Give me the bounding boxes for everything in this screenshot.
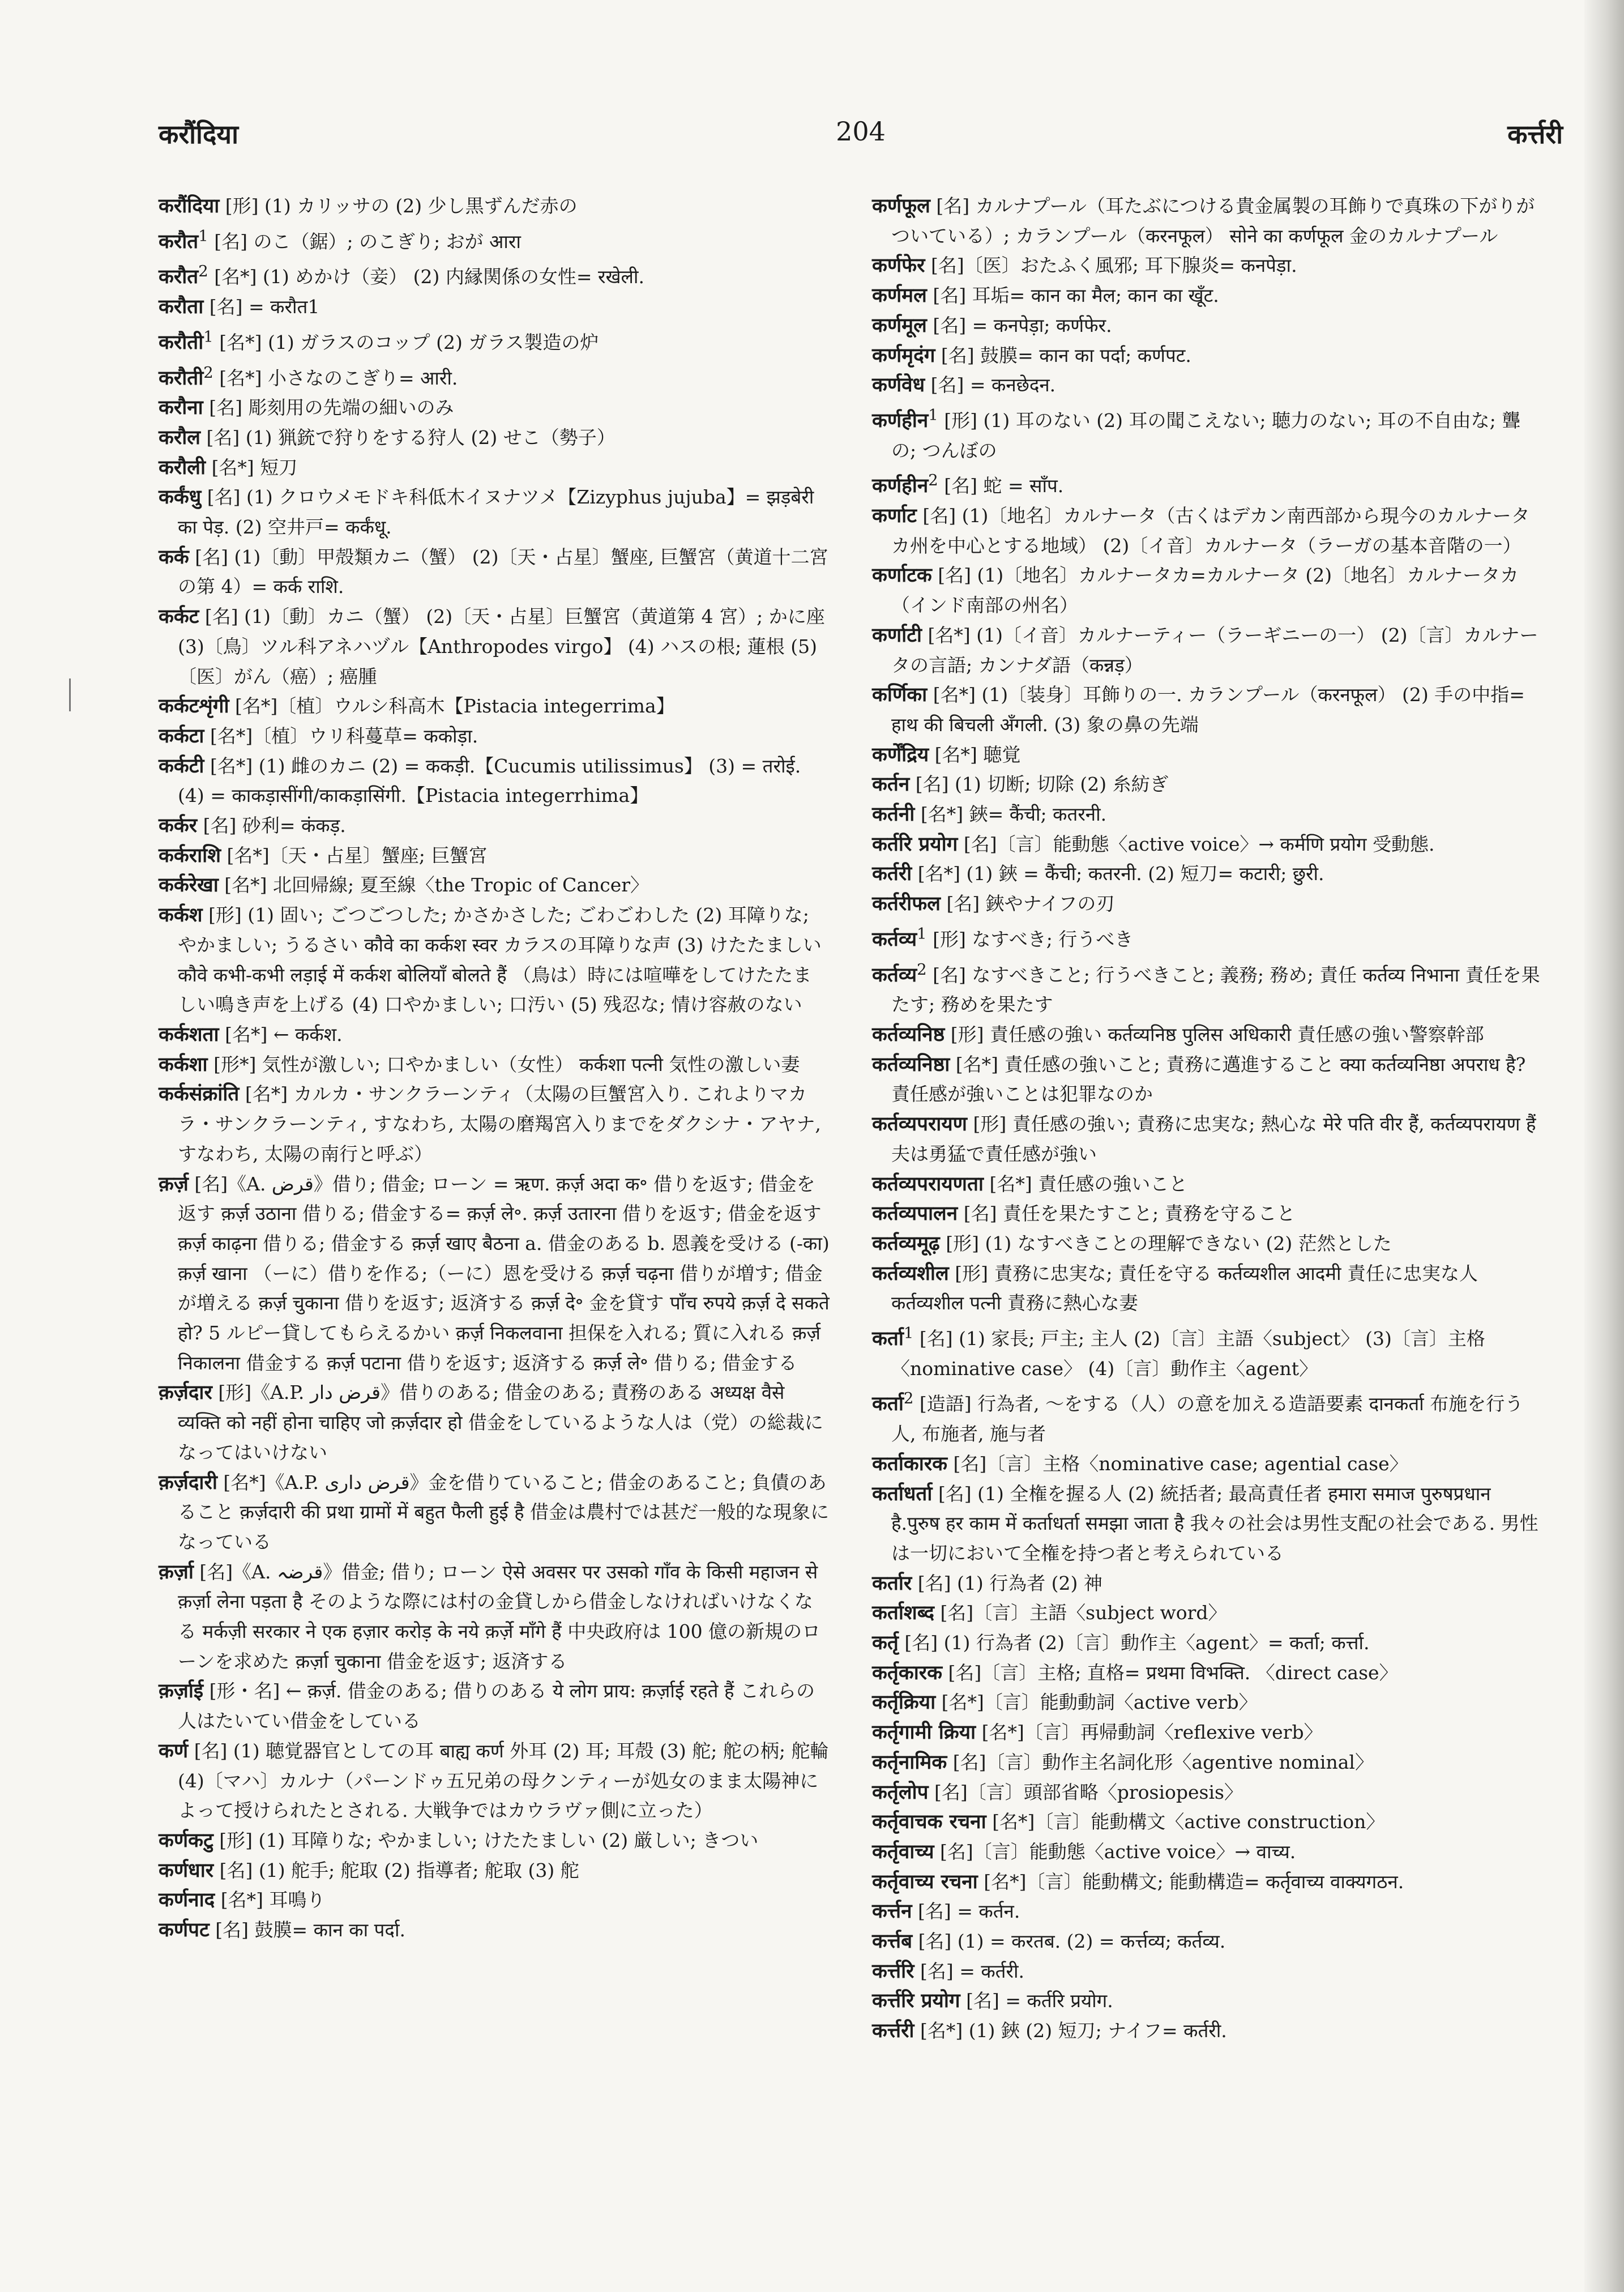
dictionary-entry [159, 393, 830, 423]
dictionary-entry [872, 889, 1544, 919]
dictionary-entry [872, 281, 1544, 311]
dictionary-entry [872, 370, 1544, 400]
dictionary-entry [872, 1229, 1544, 1259]
dictionary-entry [159, 453, 830, 483]
entry-definition: [名*] (1)〔イ音〕カルナーティー（ラーギニーの一） (2)〔言〕カルナータの言語; カンナダ語（कन्नड़） [891, 624, 1538, 676]
dictionary-entry [872, 1957, 1544, 1987]
entry-headword: कर्तृ [872, 1631, 899, 1655]
entry-headword: कर्त्तरी [872, 2019, 914, 2043]
entry-definition: [名*] 短刀 [211, 456, 298, 479]
entry-definition: [名*] (1) 雌のカニ (2) = ककड़ी.【Cucumis utilissimus】 (3) = तरोई. (4) = काकड़ासींगी/काकड़ासिंगी.【Pistacia integerrhima】 [178, 754, 801, 807]
entry-headword: कर्कराशि [159, 843, 221, 867]
homograph-number: 2 [198, 262, 208, 281]
entry-definition: [名*] 北回帰線; 夏至線〈the Tropic of Cancer〉 [224, 874, 649, 897]
entry-headword: कर्तव्यशील [872, 1261, 949, 1285]
entry-definition: [造語] 行為者, ～をする（人）の意を加える造語要素 दानकर्ता 布施を行う人, 布施者, 施与者 [891, 1393, 1524, 1445]
dictionary-entry [159, 483, 830, 542]
entry-headword: कर्णफेर [872, 254, 925, 278]
entry-definition: [名*] 耳鳴り [220, 1889, 326, 1911]
dictionary-entry [872, 680, 1544, 740]
entry-headword: कर्ताकारक [872, 1452, 948, 1475]
entry-definition: [名] 鼓膜= कान का पर्दा; कर्णपट. [941, 344, 1191, 366]
entry-headword: कर्णकटु [159, 1828, 213, 1852]
left-column [159, 191, 830, 1945]
homograph-number: 1 [917, 924, 927, 943]
dictionary-entry [872, 1479, 1544, 1569]
entry-headword: कर्णिका [872, 683, 928, 707]
dictionary-entry [159, 1020, 830, 1050]
dictionary-entry [872, 1259, 1544, 1318]
dictionary-entry [872, 1170, 1544, 1200]
entry-definition: [名] (1) 行為者 (2) 神 [917, 1572, 1102, 1594]
entry-definition: [名]〔言〕動作主名詞化形〈agentive nominal〉 [952, 1751, 1374, 1773]
dictionary-entry [159, 257, 830, 292]
entry-definition: [名] (1) = करतब. (2) = कर्त्तव्य; कर्तव्य. [918, 1930, 1226, 1953]
homograph-number: 2 [903, 1389, 914, 1408]
dictionary-entry [159, 900, 830, 1020]
homograph-number: 2 [203, 363, 213, 382]
entry-definition: [形] 責任感の強い कर्तव्यनिष्ठ पुलिस अधिकारी 責任感の強い警察幹部 [950, 1023, 1484, 1045]
dictionary-entry [159, 1079, 830, 1169]
dictionary-entry [872, 1199, 1544, 1229]
entry-definition: [名] なすべきこと; 行うべきこと; 義務; 務め; 責任 कर्तव्य निभाना 責任を果たす; 務めを果たす [891, 963, 1540, 1016]
entry-definition: [名]〔言〕主格〈nominative case; agential case〉 [953, 1452, 1408, 1475]
dictionary-entry [872, 2016, 1544, 2046]
entry-definition: [名]〔言〕能動態〈active voice〉→ वाच्य. [940, 1840, 1296, 1863]
entry-headword: कर्तरी [872, 862, 912, 886]
entry-definition: [名] 鼓膜= कान का पर्दा. [215, 1919, 405, 1941]
dictionary-entry [872, 955, 1544, 1020]
homograph-number: 1 [198, 227, 208, 245]
dictionary-entry [159, 1170, 830, 1378]
entry-definition: [名*] 聴覚 [934, 743, 1021, 766]
entry-definition: [名] (1) 全権を握る人 (2) 統括者; 最高責任者 हमारा समाज पुरुषप्रधान है.पुरुष हर काम में कर्ताधर्ता समझा जाता है 我々の社会は男性支配の社会である. 男性は一切において全権を持つ者と考えられている [891, 1482, 1538, 1564]
entry-definition: [名*] 鋏= कैंची; कतरनी. [920, 803, 1107, 826]
entry-definition: [名] のこ（鋸）; のこぎり; おが आरा [214, 230, 521, 253]
homograph-number: 2 [928, 471, 938, 490]
entry-definition: [名*]〔言〕再帰動詞〈reflexive verb〉 [981, 1721, 1323, 1744]
entry-definition: [名]〔言〕主格; 直格= प्रथमा विभक्ति. 〈direct case〉 [948, 1661, 1398, 1684]
entry-definition: [名] (1) 行為者 (2)〔言〕動作主〈agent〉= कर्ता; कर्त्ता. [904, 1632, 1370, 1654]
entry-headword: करौती [159, 366, 204, 390]
entry-headword: कर्तन [872, 772, 910, 796]
entry-headword: कर्णमूल [872, 313, 927, 337]
dictionary-entry [159, 841, 830, 871]
entry-definition: [名*]〔植〕ウルシ科高木【Pistacia integerrima】 [235, 695, 675, 718]
entry-definition: [形]《A.P. قرض دار》借りのある; 借金のある; 責務のある अध्यक्ष वैसे व्यक्ति को नहीं होना चाहिए जो क़र्ज़दार हो 借金をしているような人は（党）の総裁になってはいけない [178, 1381, 823, 1463]
homograph-number: 2 [917, 960, 927, 979]
entry-definition: [名] (1)〔動〕甲殻類カニ（蟹） (2)〔天・占星〕蟹座, 巨蟹宮（黄道十二宮の第 4）= कर्क राशि. [178, 545, 828, 598]
right-guide-word: कर्त्तरी [1507, 119, 1563, 150]
entry-definition: [名] = कर्तन. [918, 1900, 1020, 1923]
entry-definition: [名] = कनछेदन. [930, 374, 1056, 396]
entry-headword: करौंदिया [159, 194, 220, 217]
right-column [872, 191, 1544, 2046]
entry-headword: कर्णाटी [872, 623, 922, 647]
entry-headword: कर्कशता [159, 1022, 219, 1046]
entry-headword: कर्तनी [872, 803, 915, 826]
entry-headword: कर्तृनामिक [872, 1750, 947, 1774]
dictionary-entry [872, 1628, 1544, 1658]
entry-definition: [名] 彫刻用の先端の細いのみ [209, 396, 454, 419]
book-gutter-shadow [1584, 0, 1624, 2292]
dictionary-entry [159, 722, 830, 752]
dictionary-entry [159, 752, 830, 811]
entry-headword: करौली [159, 455, 206, 479]
entry-headword: क़र्ज़दारी [159, 1470, 217, 1494]
entry-definition: [名] 責任を果たすこと; 責務を守ること [963, 1202, 1296, 1225]
entry-headword: कर्तव्यपालन [872, 1202, 958, 1226]
entry-headword: कर्तरि प्रयोग [872, 832, 958, 856]
dictionary-entry [872, 466, 1544, 501]
entry-headword: क़र्ज़दार [159, 1381, 212, 1405]
dictionary-entry [872, 1897, 1544, 1927]
entry-headword: कर्तव्य [872, 963, 917, 987]
entry-definition: [名]《A. قرضہ》借金; 借り; ローン ऐसे अवसर पर उसको गाँव के किसी महाजन से क़र्ज़ा लेना पड़ता है そのような際には村の金貸しから借金しなければいけなくなる मर्कज़ी सरकार ने एक हज़ार करोड़ के नये क़र्ज़े माँगे हैं 中央政府は 100 億の新規のローンを求めた क़र्ज़ा चुकाना 借金を返す; 返済する [178, 1560, 821, 1672]
entry-headword: कर्तृवाच्य [872, 1839, 934, 1863]
dictionary-entry [872, 1598, 1544, 1628]
entry-definition: [名] (1) クロウメモドキ科低木イヌナツメ【Zizyphus jujuba】= झड़बेरी का पेड़. (2) 空井戸= कर्कंधू. [178, 486, 814, 539]
dictionary-entry [159, 1378, 830, 1467]
entry-headword: कर्त्तरि प्रयोग [872, 1989, 960, 2013]
dictionary-entry [159, 811, 830, 841]
entry-headword: कर्तृक्रिया [872, 1691, 936, 1714]
entry-definition: [名] (1)〔地名〕カルナータカ=カルナータ (2)〔地名〕カルナータカ（インド南部の州名） [891, 564, 1519, 617]
dictionary-entry [872, 400, 1544, 466]
entry-definition: [名*] (1) 鋏 (2) 短刀; ナイフ= कर्तरी. [920, 2020, 1227, 2042]
entry-headword: करौना [159, 396, 203, 420]
dictionary-entry [872, 1837, 1544, 1867]
entry-headword: कर्तव्यनिष्ठ [872, 1022, 945, 1046]
entry-definition: [名] (1)〔地名〕カルナータ（古くはデカン南西部から現今のカルナータカ州を中心とする地域） (2)〔イ音〕カルナータ（ラーガの基本音階の一） [891, 505, 1530, 557]
dictionary-entry [159, 870, 830, 900]
entry-headword: कर्कसंक्रांति [159, 1082, 240, 1106]
dictionary-entry [159, 1856, 830, 1886]
entry-definition: [形] (1) 耳障りな; やかましい; けたたましい (2) 厳しい; きつい [219, 1829, 759, 1851]
homograph-number: 1 [928, 406, 938, 424]
entry-headword: कर्ता [872, 1392, 904, 1416]
entry-definition: [名]〔言〕頭部省略〈prosiopesis〉 [934, 1781, 1243, 1803]
entry-definition: [形] (1) なすべきことの理解できない (2) 茫然とした [946, 1232, 1392, 1254]
entry-headword: कर्करेखा [159, 873, 219, 897]
dictionary-entry [872, 1318, 1544, 1384]
dictionary-entry [159, 692, 830, 722]
entry-headword: कर्तृगामी क्रिया [872, 1721, 976, 1744]
dictionary-entry [872, 859, 1544, 889]
dictionary-entry [159, 358, 830, 394]
homograph-number: 1 [203, 327, 213, 346]
entry-definition: [名*] (1)〔装身〕耳飾りの一. カランプール（करनफूल） (2) 手の中指= हाथ की बिचली अँगली. (3) 象の鼻の先端 [891, 684, 1525, 736]
entry-headword: कर्ताधर्ता [872, 1482, 933, 1505]
entry-headword: कर्क [159, 545, 189, 569]
entry-definition: [名] (1) 舵手; 舵取 (2) 指導者; 舵取 (3) 舵 [219, 1859, 579, 1881]
entry-definition: [名*] 責任感の強いこと; 責務に邁進すること क्या कर्तव्यनिष्ठा अपराध है? 責任感が強いことは犯罪なのか [891, 1053, 1526, 1106]
dictionary-entry [872, 501, 1544, 561]
entry-headword: कर्णमृदंग [872, 343, 935, 367]
entry-headword: कर्तृवाच्य रचना [872, 1870, 978, 1893]
dictionary-entry [872, 1986, 1544, 2016]
running-head [159, 116, 1563, 161]
dictionary-entry [159, 602, 830, 692]
entry-definition: [名] = कर्तरी. [920, 1960, 1025, 1982]
dictionary-entry [159, 191, 830, 221]
entry-headword: कर्तार [872, 1571, 912, 1595]
entry-headword: क़र्ज़ा [159, 1560, 194, 1584]
entry-definition: [形] 責任感の強い; 責務に忠実な; 熱心な मेरे पति वीर हैं, कर्तव्यपरायण हैं 夫は勇猛で責任感が強い [891, 1113, 1536, 1165]
entry-headword: कर्कटा [159, 724, 204, 748]
dictionary-entry [159, 1676, 830, 1736]
entry-headword: कर्तरीफल [872, 892, 941, 916]
dictionary-entry [872, 1658, 1544, 1688]
entry-headword: कर्त्तन [872, 1900, 912, 1923]
margin-mark [69, 678, 71, 711]
entry-definition: [名] 鋏やナイフの刃 [946, 893, 1115, 915]
entry-headword: कर्तव्यमूढ़ [872, 1231, 940, 1255]
dictionary-entry [872, 621, 1544, 680]
entry-headword: करौती [159, 330, 204, 354]
entry-headword: क़र्ज़ाई [159, 1679, 204, 1703]
entry-headword: कर्णवेध [872, 373, 925, 397]
dictionary-entry [872, 251, 1544, 281]
entry-headword: कर्तृवाचक रचना [872, 1810, 986, 1834]
entry-headword: कर्णपट [159, 1918, 210, 1942]
entry-headword: कर्ण [159, 1739, 189, 1762]
entry-headword: कर्कटी [159, 754, 204, 778]
dictionary-entry [872, 770, 1544, 800]
dictionary-entry [159, 292, 830, 322]
dictionary-entry [872, 1050, 1544, 1109]
entry-headword: कर्तव्यनिष्ठा [872, 1052, 950, 1076]
entry-headword: कर्णहीन [872, 474, 929, 498]
entry-headword: करौत [159, 265, 199, 289]
entry-headword: क़र्ज़ [159, 1172, 189, 1196]
entry-headword: कर्कश [159, 903, 203, 927]
entry-headword: कर्णेंद्रिय [872, 742, 929, 766]
dictionary-entry [872, 740, 1544, 770]
dictionary-entry [159, 221, 830, 257]
entry-definition: [名] 砂利= कंकड़. [203, 814, 346, 837]
entry-definition: [名] 蛇 = साँप. [944, 475, 1064, 497]
entry-definition: [名*]〔言〕能動構文〈active construction〉 [992, 1811, 1385, 1833]
entry-definition: [名*] ← कर्कश. [225, 1023, 343, 1045]
entry-headword: करौत [159, 229, 199, 253]
dictionary-entry [872, 1449, 1544, 1479]
entry-headword: कर्णफूल [872, 194, 930, 217]
entry-definition: [形] (1) カリッサの (2) 少し黒ずんだ赤の [225, 195, 578, 217]
dictionary-entry [872, 341, 1544, 371]
entry-definition: [形・名] ← क़र्ज़. 借金のある; 借りのある ये लोग प्राय: क़र्ज़ाई रहते हैं これらの人はたいてい借金をしている [178, 1680, 815, 1732]
entry-definition: [名] 耳垢= कान का मैल; कान का खूँट. [933, 284, 1219, 307]
entry-definition: [形] (1) 固い; ごつごつした; かさかさした; ごわごわした (2) 耳障りな; やかましい; うるさい कौवे का कर्कश स्वर カラスの耳障りな声 (3) けたたましい कौवे कभी-कभी लड़ाई में कर्कश बोलियाँ बोलते हैं （鳥は）時には喧嘩をしてけたたましい鳴き声を上げる (4) 口やかましい; 口汚い (5) 残忍な; 情け容赦のない [178, 904, 822, 1016]
dictionary-entry [872, 919, 1544, 955]
entry-headword: करौता [159, 295, 204, 319]
entry-definition: [名*] (1) 鋏 = कैंची; कतरनी. (2) 短刀= कटारी; छुरी. [917, 863, 1324, 885]
dictionary-entry [159, 423, 830, 453]
entry-definition: [名*] 責任感の強いこと [989, 1172, 1188, 1195]
entry-headword: कर्ता [872, 1327, 904, 1351]
entry-definition: [名] = कनपेड़ा; कर्णफेर. [933, 314, 1112, 336]
entry-definition: [名*] カルカ・サンクラーンティ（太陽の巨蟹宮入り. これよりマカラ・サンクラーンティ, すなわち, 太陽の磨羯宮入りまでをダクシナ・アヤナ, すなわち, 太陽の南行と呼ぶ） [178, 1083, 821, 1165]
dictionary-entry [872, 800, 1544, 830]
dictionary-entry [159, 1557, 830, 1677]
entry-definition: [名*] (1) ガラスのコップ (2) ガラス製造の炉 [219, 331, 599, 353]
entry-definition: [名] (1) 切断; 切除 (2) 糸紡ぎ [915, 773, 1169, 796]
entry-headword: कर्कटशृंगी [159, 694, 229, 718]
entry-definition: [名]〔言〕主語〈subject word〉 [940, 1602, 1227, 1624]
entry-headword: कर्णधार [159, 1858, 214, 1882]
entry-definition: [名*]〔言〕能動構文; 能動構造= कर्तृवाच्य वाक्यगठन. [984, 1870, 1404, 1893]
entry-definition: [名]《A. قرض》借り; 借金; ローン = ऋण. क़र्ज़ अदा क॰ 借りを返す; 借金を返す क़र्ज़ उठाना 借りる; 借金する= क़र्ज़ ले॰. क़र्ज़ उतारना 借りを返す; 借金を返す क़र्ज़ काढ़ना 借りる; 借金する क़र्ज़ खाए बैठना a. 借金のある b. 恩義を受ける (-का) क़र्ज़ खाना （ーに）借りを作る;（ーに）恩を受ける क़र्ज़ चढ़ना 借りが増す; 借金が増える क़र्ज़ चुकाना 借りを返す; 返済する क़र्ज़ दे॰ 金を貸す पाँच रुपये क़र्ज़ दे सकते हो? 5 ルピー貸してもらえるかい क़र्ज़ निकलवाना 担保を入れる; 質に入れる क़र्ज़ निकालना 借金する क़र्ज़ पटाना 借りを返す; 返済する क़र्ज़ ले॰ 借りる; 借金する [178, 1172, 830, 1374]
entry-definition: [名] = कर्तरि प्रयोग. [966, 1990, 1113, 2012]
dictionary-entry [159, 1826, 830, 1856]
dictionary-entry [159, 1468, 830, 1557]
entry-definition: [名]〔医〕おたふく風邪; 耳下腺炎= कनपेड़ा. [931, 254, 1297, 277]
entry-definition: [名] (1) 聴覚器官としての耳 बाह्य कर्ण 外耳 (2) 耳; 耳殻 (3) 舵; 舵の柄; 舵輪 (4)〔マハ〕カルナ（パーンドゥ五兄弟の母クンティーが処女のまま太陽神によって授けられたとされる. 大戦争ではカウラヴァ側に立った） [178, 1739, 829, 1822]
dictionary-entry [872, 561, 1544, 620]
dictionary-entry [872, 1109, 1544, 1169]
entry-definition: [名*] (1) めかけ（妾） (2) 内縁関係の女性= रखेली. [214, 266, 644, 288]
dictionary-entry [872, 1867, 1544, 1897]
dictionary-entry [159, 1915, 830, 1945]
entry-headword: कर्ताशब्द [872, 1601, 934, 1625]
entry-headword: कर्कट [159, 605, 199, 629]
entry-headword: कर्तव्य [872, 927, 917, 951]
dictionary-entry [872, 1569, 1544, 1599]
entry-definition: [名] (1) 家長; 戸主; 主人 (2)〔言〕主語〈subject〉 (3)〔言〕主格〈nominative case〉 (4)〔言〕動作主〈agent〉 [891, 1328, 1485, 1380]
entry-definition: [名]〔言〕能動態〈active voice〉→ कर्मणि प्रयोग 受動態. [963, 833, 1435, 855]
dictionary-entry [159, 1736, 830, 1826]
entry-definition: [名*]《A.P. قرض داری》金を借りていること; 借金のあること; 負債のあること क़र्ज़दारी की प्रथा ग्रामों में बहुत फैली हुई है 借金は農村では甚だ一般的な現象になっている [178, 1471, 830, 1553]
homograph-number: 1 [903, 1324, 914, 1343]
entry-definition: [名] カルナプール（耳たぶにつける貴金属製の耳飾りで真珠の下がりがついている）; カランプール（करनफूल） सोने का कर्णफूल 金のカルナプール [891, 195, 1535, 247]
dictionary-entry [872, 1384, 1544, 1449]
page-number: 204 [836, 116, 886, 147]
dictionary-entry [872, 1020, 1544, 1050]
entry-headword: कर्तव्यपरायणता [872, 1172, 984, 1196]
dictionary-entry [159, 322, 830, 358]
entry-headword: कर्तृकारक [872, 1661, 942, 1684]
dictionary-entry [872, 1778, 1544, 1808]
entry-definition: [形] 責務に忠実な; 責任を守る कर्तव्यशील आदमी 責任に忠実な人 कर्तव्यशील पत्नी 責務に熱心な妻 [891, 1262, 1478, 1314]
entry-definition: [名*] 小さなのこぎり= आरी. [219, 366, 458, 389]
dictionary-entry [872, 830, 1544, 860]
dictionary-entry [159, 1050, 830, 1080]
entry-definition: [名*]〔植〕ウリ科蔓草= ककोड़ा. [210, 724, 478, 747]
entry-definition: [形] (1) 耳のない (2) 耳の聞こえない; 聴力のない; 耳の不自由な; 聾の; つんぼの [891, 409, 1521, 462]
entry-headword: कर्णनाद [159, 1888, 215, 1912]
dictionary-entry [872, 1807, 1544, 1837]
entry-headword: कर्कर [159, 814, 198, 838]
entry-headword: कर्णमल [872, 284, 927, 308]
dictionary-entry [159, 543, 830, 602]
entry-definition: [名*]〔天・占星〕蟹座; 巨蟹宮 [226, 844, 488, 867]
entry-headword: करौल [159, 425, 200, 449]
entry-definition: [名*]〔言〕能動動詞〈active verb〉 [941, 1691, 1258, 1714]
entry-definition: [名] (1) 猟銃で狩りをする狩人 (2) せこ（勢子） [206, 426, 616, 449]
entry-definition: [形] なすべき; 行うべき [933, 928, 1134, 950]
entry-headword: कर्त्तब [872, 1930, 913, 1953]
entry-headword: कर्कंधु [159, 485, 202, 509]
entry-headword: कर्णाट [872, 504, 917, 528]
entry-headword: कर्णाटक [872, 564, 932, 587]
dictionary-entry [872, 1718, 1544, 1748]
dictionary-entry [872, 1748, 1544, 1778]
dictionary-entry [872, 1927, 1544, 1957]
left-guide-word: करौंदिया [159, 119, 238, 150]
entry-headword: कर्त्तरि [872, 1959, 914, 1983]
dictionary-entry [872, 311, 1544, 341]
entry-headword: कर्तृलोप [872, 1780, 929, 1804]
entry-headword: कर्तव्यपरायण [872, 1112, 967, 1136]
entry-definition: [名] (1)〔動〕カニ（蟹） (2)〔天・占星〕巨蟹宮（黄道第 4 宮）; かに座 (3)〔鳥〕ツル科アネハヅル【Anthropodes virgo】 (4) ハスの根; 蓮根 (5)〔医〕がん（癌）; 癌腫 [178, 605, 825, 688]
entry-headword: कर्कशा [159, 1052, 208, 1076]
entry-definition: [名] = करौत1 [209, 296, 320, 318]
dictionary-entry [872, 1688, 1544, 1718]
dictionary-entry [159, 1885, 830, 1915]
entry-headword: कर्णहीन [872, 408, 929, 432]
entry-definition: [形*] 気性が激しい; 口やかましい（女性） कर्कशा पत्नी 気性の激しい妻 [213, 1053, 800, 1075]
dictionary-entry [872, 191, 1544, 251]
